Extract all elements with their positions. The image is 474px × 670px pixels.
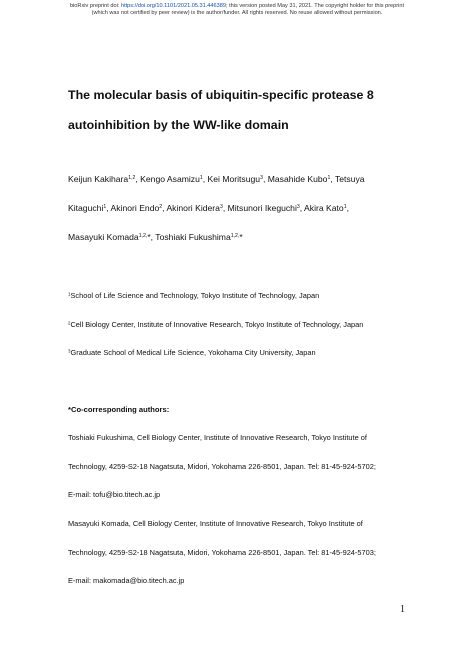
header-line-2: (which was not certified by peer review) is the author/funder. All rights reserved. No reuse allowed without permission.: [91, 10, 383, 16]
corresponding-line-3: Masayuki Komada, Cell Biology Center, Institute of Innovative Research, Tokyo Institute of: [68, 519, 363, 528]
preprint-header: [0, 3, 474, 17]
paper-title-line-1: The molecular basis of ubiquitin-specific protease 8: [68, 88, 374, 102]
author-line-2: Kitaguchi$^1$, Akinori Endo$^2$, Akinori Kidera$^3$, Mitsunori Ikeguchi$^3$, Akira Kato$^1$,: [68, 203, 349, 213]
corresponding-email-2: E-mail: makomada@bio.titech.ac.jp: [68, 576, 185, 585]
corresponding-line-1: Toshiaki Fukushima, Cell Biology Center, Institute of Innovative Research, Tokyo Institute of: [68, 433, 367, 442]
author-line-3: Masayuki Komada$^{1,2,}$*, Toshiaki Fukushima$^{1,2,}$*: [68, 232, 243, 242]
header-line-1: bioRxiv preprint doi: https://doi.org/10.1101/2021.05.31.446389; this version posted May 31, 2021. The copyright holder for this preprint: [69, 3, 405, 9]
corresponding-line-2: Technology, 4259-S2-18 Nagatsuta, Midori, Yokohama 226-8501, Japan. Tel: 81-45-924-5702;: [68, 462, 376, 471]
affiliation-1: $^1$School of Life Science and Technology, Tokyo Institute of Technology, Japan: [68, 291, 320, 300]
corresponding-email-1: E-mail: tofu@bio.titech.ac.jp: [68, 490, 161, 499]
affiliation-2: $^2$Cell Biology Center, Institute of Innovative Research, Tokyo Institute of Technology, Japan: [68, 320, 364, 329]
corresponding-line-4: Technology, 4259-S2-18 Nagatsuta, Midori, Yokohama 226-8501, Japan. Tel: 81-45-924-5703;: [68, 548, 376, 557]
affiliation-3: $^3$Graduate School of Medical Life Science, Yokohama City University, Japan: [68, 348, 316, 357]
author-line-1: Keijun Kakihara$^{1,2}$, Kengo Asamizu$^1$, Kei Moritsugu$^3$, Masahide Kubo$^1$, Tetsuya: [68, 174, 365, 184]
page-number: 1: [400, 604, 405, 615]
paper-title-line-2: autoinhibition by the WW-like domain: [68, 118, 289, 132]
corresponding-heading: *Co-corresponding authors:: [68, 405, 170, 414]
doi-link[interactable]: https://doi.org/10.1101/2021.05.31.446389: [120, 3, 226, 9]
